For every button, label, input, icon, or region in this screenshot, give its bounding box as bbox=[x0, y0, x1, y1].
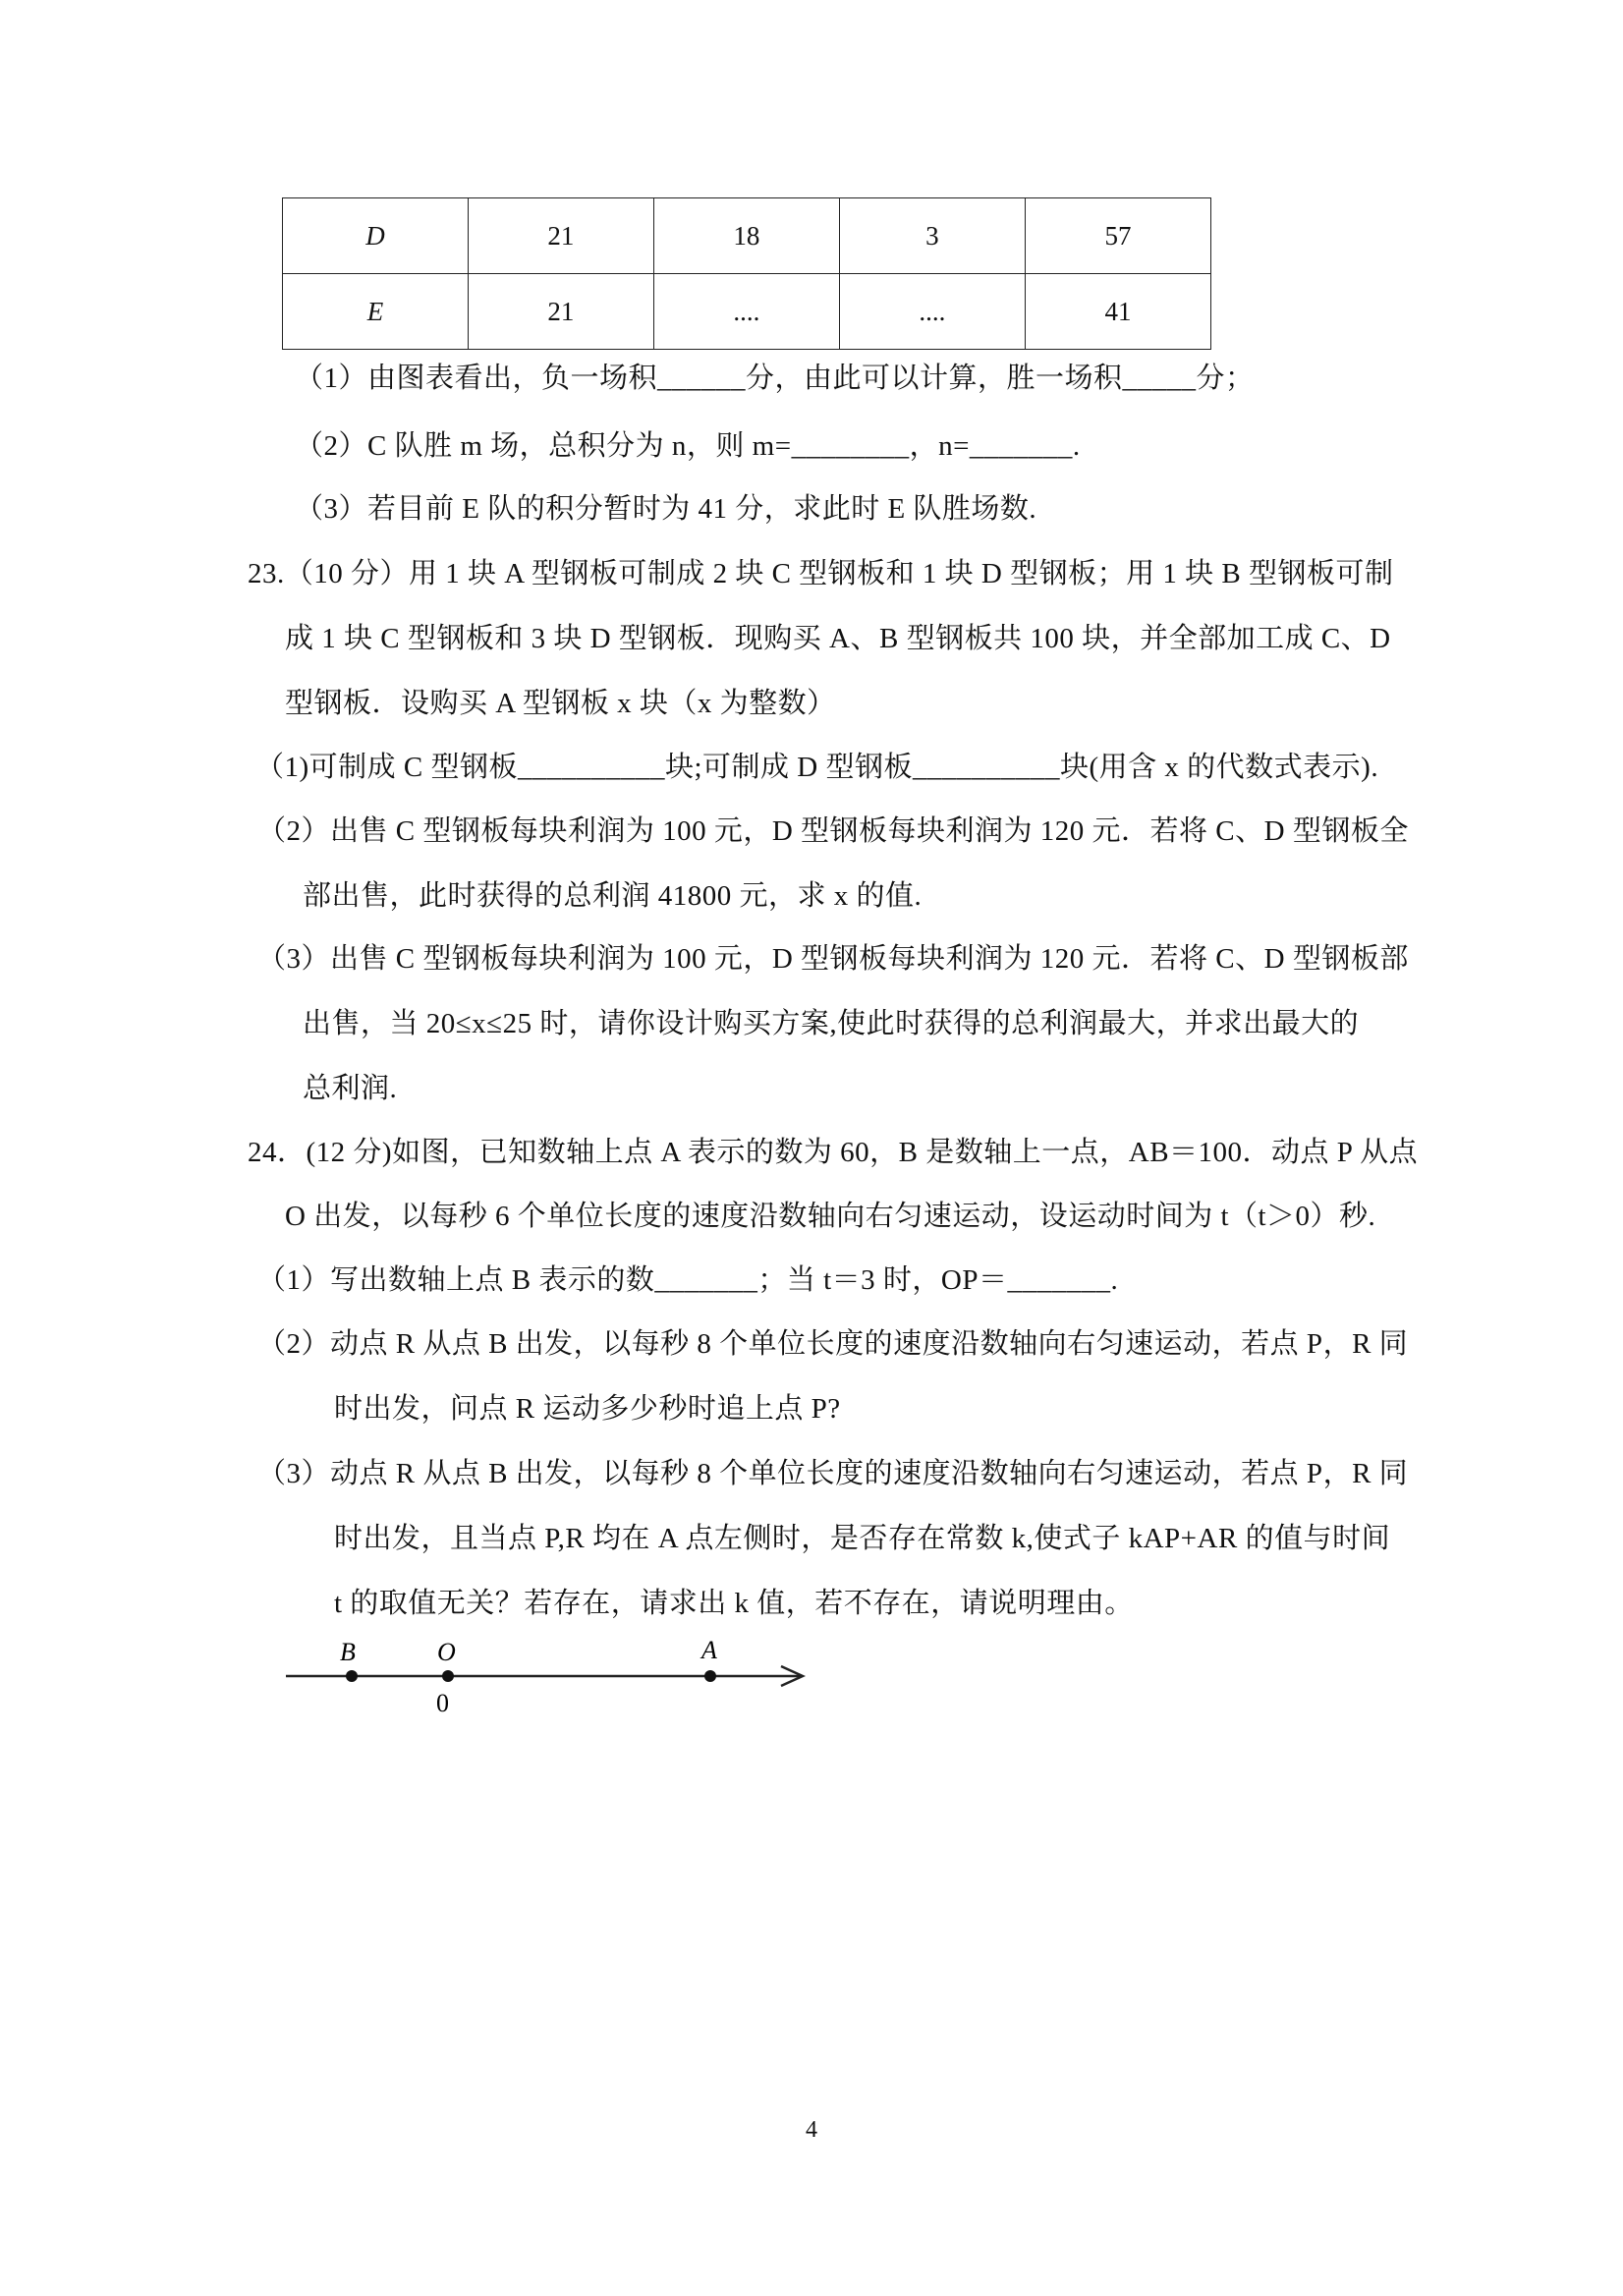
q22-part1: （1）由图表看出，负一场积______分，由此可以计算，胜一场积_____分； bbox=[295, 363, 1255, 394]
q22-part2: （2）C 队胜 m 场，总积分为 n，则 m=________，n=_______. bbox=[295, 430, 1081, 462]
q24-part1: （1）写出数轴上点 B 表示的数_______；当 t＝3 时，OP＝_______. bbox=[257, 1264, 1119, 1296]
table-cell: .... bbox=[653, 274, 839, 350]
q23-stem-line3: 型钢板．设购买 A 型钢板 x 块（x 为整数） bbox=[285, 688, 836, 719]
label-o: O bbox=[437, 1638, 456, 1666]
point-o bbox=[442, 1670, 454, 1682]
table-row bbox=[283, 274, 1211, 350]
q23-part3-line2: 出售，当 20≤x≤25 时，请你设计购买方案,使此时获得的总利润最大，并求出最大的 bbox=[303, 1008, 1360, 1039]
page-number: 4 bbox=[806, 2117, 817, 2143]
table-cell: 57 bbox=[1025, 198, 1210, 274]
q24-part3-line2: 时出发，且当点 P,R 均在 A 点左侧时，是否存在常数 k,使式子 kAP+AR 的值与时间 bbox=[334, 1523, 1391, 1554]
table-cell: E bbox=[283, 274, 469, 350]
q23-part2-line2: 部出售，此时获得的总利润 41800 元，求 x 的值. bbox=[303, 880, 923, 912]
q22-part3: （3）若目前 E 队的积分暂时为 41 分，求此时 E 队胜场数. bbox=[295, 493, 1037, 525]
q24-part2-line1: （2）动点 R 从点 B 出发，以每秒 8 个单位长度的速度沿数轴向右匀速运动，若点 P，R 同 bbox=[257, 1328, 1409, 1360]
number-line-figure bbox=[280, 1631, 830, 1729]
label-b: B bbox=[340, 1638, 356, 1666]
table-cell: 21 bbox=[468, 274, 653, 350]
table-row bbox=[283, 198, 1211, 274]
q23-stem-line1: 23.（10 分）用 1 块 A 型钢板可制成 2 块 C 型钢板和 1 块 D 型钢板；用 1 块 B 型钢板可制 bbox=[248, 558, 1394, 589]
q24-part3-line1: （3）动点 R 从点 B 出发，以每秒 8 个单位长度的速度沿数轴向右匀速运动，若点 P，R 同 bbox=[257, 1458, 1409, 1489]
q23-stem-line2: 成 1 块 C 型钢板和 3 块 D 型钢板．现购买 A、B 型钢板共 100 块，并全部加工成 C、D bbox=[285, 623, 1391, 654]
label-zero: 0 bbox=[436, 1689, 449, 1717]
score-table bbox=[282, 197, 1211, 350]
q24-part3-line3: t 的取值无关？若存在，请求出 k 值，若不存在，请说明理由。 bbox=[334, 1588, 1134, 1619]
table-cell: .... bbox=[839, 274, 1025, 350]
q23-part1: （1)可制成 C 型钢板__________块;可制成 D 型钢板__________块(用含 x 的代数式表示). bbox=[255, 752, 1379, 783]
point-a bbox=[704, 1670, 716, 1682]
label-a: A bbox=[701, 1636, 717, 1664]
q24-stem-line1: 24．(12 分)如图，已知数轴上点 A 表示的数为 60，B 是数轴上一点，AB＝100．动点 P 从点 bbox=[248, 1137, 1419, 1168]
table-cell: 3 bbox=[839, 198, 1025, 274]
table-cell: 21 bbox=[468, 198, 653, 274]
q23-part3-line1: （3）出售 C 型钢板每块利润为 100 元，D 型钢板每块利润为 120 元．若将 C、D 型钢板部 bbox=[257, 943, 1409, 975]
q24-stem-line2: O 出发，以每秒 6 个单位长度的速度沿数轴向右匀速运动，设运动时间为 t（t＞0）秒. bbox=[285, 1201, 1376, 1232]
table-cell: 18 bbox=[653, 198, 839, 274]
q23-part2-line1: （2）出售 C 型钢板每块利润为 100 元，D 型钢板每块利润为 120 元．若将 C、D 型钢板全 bbox=[257, 815, 1409, 847]
table-cell: D bbox=[283, 198, 469, 274]
q23-part3-line3: 总利润. bbox=[303, 1073, 398, 1104]
table-cell: 41 bbox=[1025, 274, 1210, 350]
point-b bbox=[346, 1670, 358, 1682]
q24-part2-line2: 时出发，问点 R 运动多少秒时追上点 P? bbox=[334, 1393, 841, 1425]
